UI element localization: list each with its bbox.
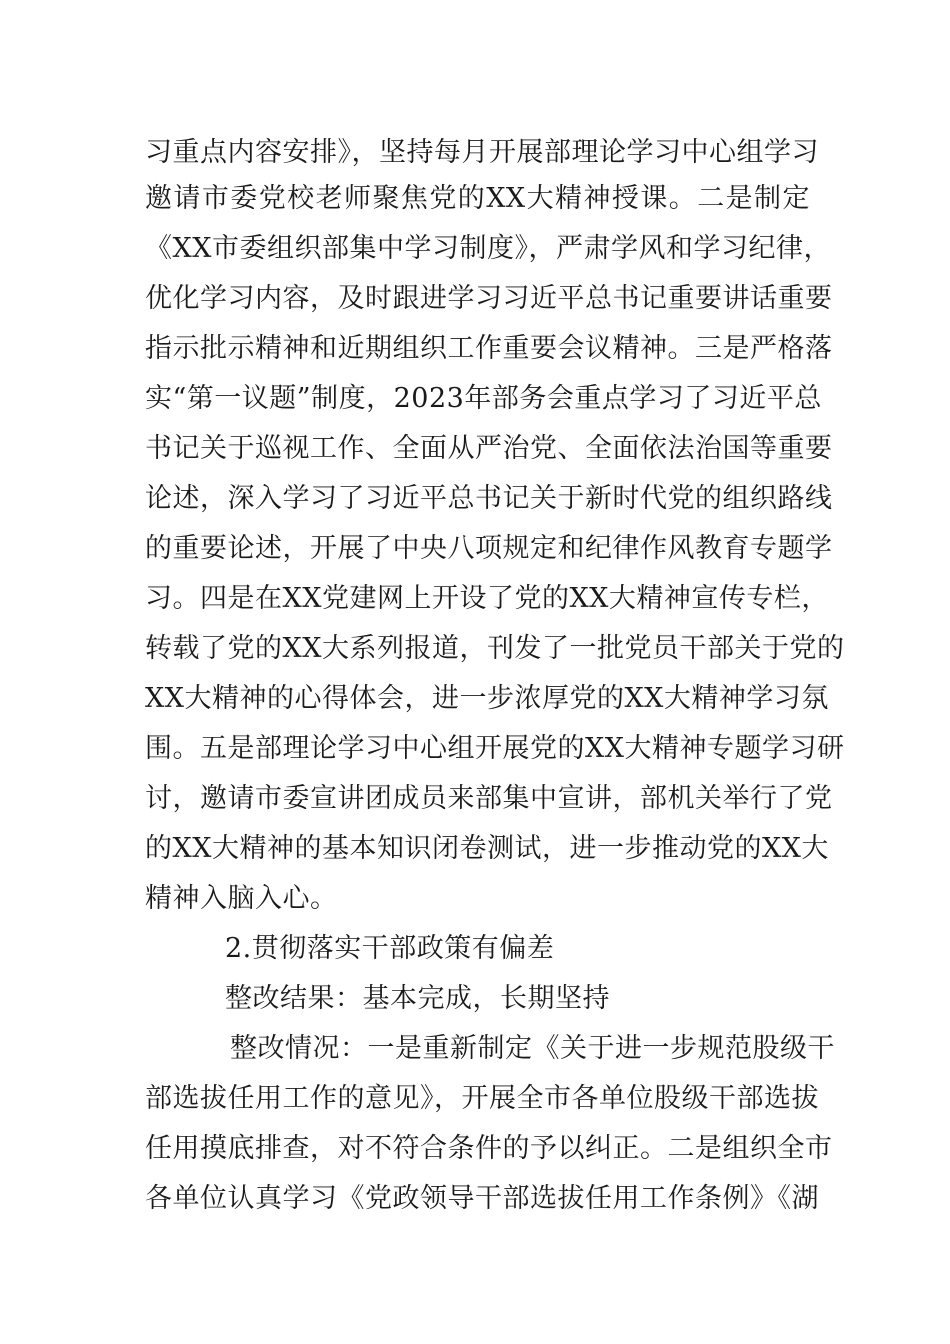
- paragraph-line: 论述，深入学习了习近平总书记关于新时代党的组织路线: [145, 483, 833, 514]
- paragraph-line: 《XX市委组织部集中学习制度》，严肃学风和学习纪律，: [145, 233, 831, 264]
- paragraph-line: 邀请市委党校老师聚焦党的XX大精神授课。二是制定: [145, 183, 810, 214]
- paragraph-line: 整改情况：一是重新制定《关于进一步规范股级干: [230, 1033, 835, 1064]
- paragraph-line: 讨，邀请市委宣讲团成员来部集中宣讲，部机关举行了党: [145, 783, 833, 814]
- paragraph-line: 精神入脑入心。: [145, 883, 338, 914]
- rectification-result: 整改结果：基本完成，长期坚持: [225, 983, 610, 1014]
- section-heading: 2.贯彻落实干部政策有偏差: [225, 933, 555, 964]
- paragraph-line: 的重要论述，开展了中央八项规定和纪律作风教育专题学: [145, 533, 833, 564]
- paragraph-line: 指示批示精神和近期组织工作重要会议精神。三是严格落: [145, 333, 833, 364]
- paragraph-line: 转载了党的XX大系列报道，刊发了一批党员干部关于党的: [145, 633, 845, 664]
- paragraph-line: XX大精神的心得体会，进一步浓厚党的XX大精神学习氛: [145, 683, 829, 714]
- paragraph-line: 优化学习内容，及时跟进学习习近平总书记重要讲话重要: [145, 283, 833, 314]
- paragraph-line: 实“第一议题”制度，2023年部务会重点学习了习近平总: [145, 383, 822, 414]
- paragraph-line: 任用摸底排查，对不符合条件的予以纠正。二是组织全市: [145, 1133, 833, 1164]
- paragraph-line: 的XX大精神的基本知识闭卷测试，进一步推动党的XX大: [145, 833, 829, 864]
- paragraph-line: 习。四是在XX党建网上开设了党的XX大精神宣传专栏，: [145, 583, 829, 614]
- paragraph-line: 各单位认真学习《党政领导干部选拔任用工作条例》《湖: [145, 1183, 819, 1214]
- paragraph-line: 习重点内容安排》，坚持每月开展部理论学习中心组学习: [145, 137, 819, 168]
- paragraph-line: 部选拔任用工作的意见》，开展全市各单位股级干部选拔: [145, 1083, 819, 1114]
- paragraph-line: 围。五是部理论学习中心组开展党的XX大精神专题学习研: [145, 733, 845, 764]
- paragraph-line: 书记关于巡视工作、全面从严治党、全面依法治国等重要: [145, 433, 833, 464]
